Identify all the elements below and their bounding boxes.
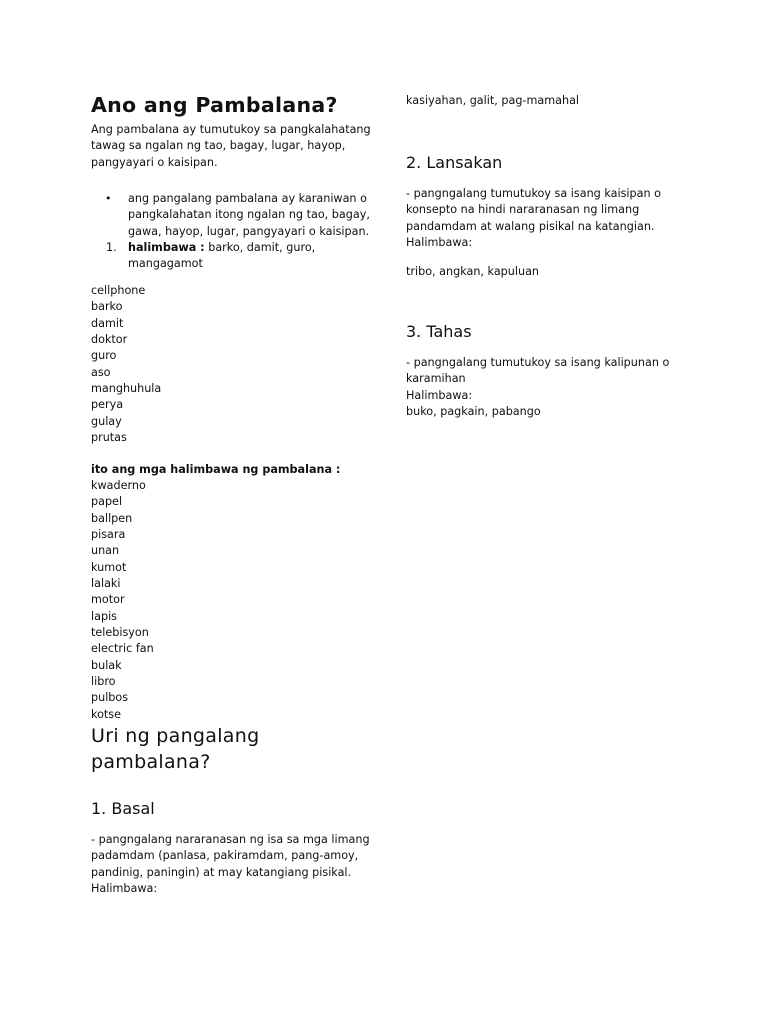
lansakan-examples: tribo, angkan, kapuluan (406, 265, 540, 278)
page-title: Ano ang Pambalana? (91, 93, 338, 117)
example-text: barko, damit, guro, mangagamot (128, 240, 316, 271)
definition-list (91, 191, 376, 272)
list-item: unan (91, 544, 120, 558)
basal-heading: 1. Basal (91, 799, 155, 818)
list-item: aso (91, 365, 111, 379)
example-label: halimbawa : (128, 240, 205, 254)
lansakan-text: - pangngalang tumutukoy sa isang kaisipan o konsepto na hindi nararanasan ng limang pandamdam at walang pisikal na katangian. (406, 187, 661, 233)
list-item: pulbos (91, 691, 129, 705)
list-item: kotse (91, 707, 122, 721)
list-item: kumot (91, 560, 127, 574)
section-heading: Uri ng pangalang pambalana? (91, 725, 260, 773)
list-item: electric fan (91, 642, 154, 656)
basal-section (91, 832, 376, 897)
list-item: doktor (91, 333, 128, 347)
list-item: damit (91, 316, 124, 330)
list-item: motor (91, 593, 125, 607)
list-item: papel (91, 495, 123, 509)
basal-examples: kasiyahan, galit, pag-mamahal (406, 94, 580, 107)
intro-paragraph: Ang pambalana ay tumutukoy sa pangkalahatang tawag sa ngalan ng tao, bagay, lugar, hayop, pangyayari o kaisipan. (91, 123, 371, 169)
numbered-item (91, 240, 376, 273)
bullet-text: ang pangalang pambalana ay karaniwan o pangkalahatan itong ngalan ng tao, bagay, gawa, hayop, lugar, pangyayari o kaisipan. (128, 192, 370, 238)
lansakan-example-label: Halimbawa: (406, 235, 473, 249)
list-item: kwaderno (91, 479, 146, 492)
word-list-1 (91, 283, 161, 446)
list-item: telebisyon (91, 626, 149, 640)
list-item: libro (91, 675, 116, 689)
examples-subheading: ito ang mga halimbawa ng pambalana : (91, 463, 341, 476)
list-item: prutas (91, 431, 127, 445)
list-item: perya (91, 398, 124, 412)
list-item: ballpen (91, 511, 133, 525)
tahas-example-label: Halimbawa: (406, 388, 473, 402)
tahas-section (406, 355, 696, 420)
tahas-examples: buko, pagkain, pabango (406, 404, 541, 418)
bullet-icon: • (105, 192, 112, 205)
tahas-text: - pangngalang tumutukoy sa isang kalipunan o karamihan (406, 356, 670, 386)
lansakan-heading: 2. Lansakan (406, 153, 503, 172)
list-item: cellphone (91, 284, 146, 297)
list-item: guro (91, 349, 117, 363)
bullet-item (91, 191, 376, 240)
list-item: manghuhula (91, 382, 162, 396)
basal-example-label: Halimbawa: (91, 881, 158, 895)
tahas-heading: 3. Tahas (406, 322, 472, 341)
list-item: pisara (91, 528, 126, 542)
word-list-2 (91, 478, 154, 723)
list-item: lapis (91, 609, 118, 623)
list-item: bulak (91, 658, 122, 672)
list-item: gulay (91, 414, 122, 428)
item-number: 1. (106, 240, 117, 254)
basal-text: - pangngalang nararanasan ng isa sa mga limang padamdam (panlasa, pakiramdam, pang-amoy, pandinig, paningin) at may katangiang pisikal. (91, 833, 370, 879)
lansakan-section (406, 186, 696, 251)
list-item: barko (91, 300, 123, 314)
list-item: lalaki (91, 577, 121, 591)
